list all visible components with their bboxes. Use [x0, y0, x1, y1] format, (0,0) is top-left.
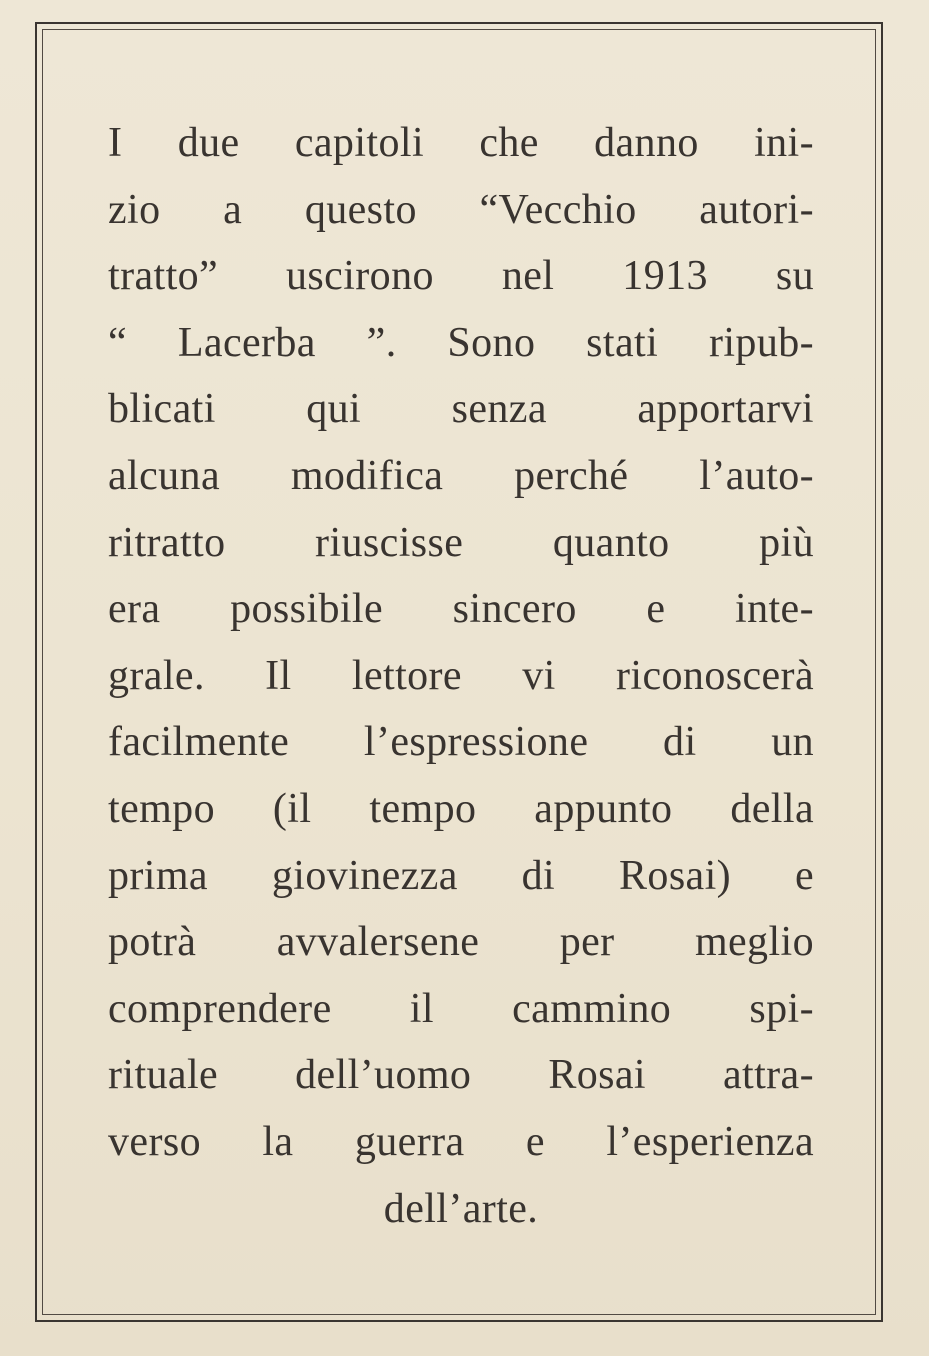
text-line: potrà avvalersene per meglio [108, 919, 814, 966]
text-line: blicati qui senza apportarvi [108, 386, 814, 433]
text-line: grale. Il lettore vi riconoscerà [108, 652, 814, 699]
text-line: verso la guerra e l’esperienza [108, 1118, 814, 1165]
text-line: comprendere il cammino spi- [108, 985, 814, 1032]
text-line: facilmente l’espressione di un [108, 719, 814, 766]
text-line: prima giovinezza di Rosai) e [108, 852, 814, 899]
text-line: “ Lacerba ”. Sono stati ripub- [108, 319, 814, 366]
note-paragraph [108, 110, 814, 1242]
text-line: I due capitoli che danno ini- [108, 120, 814, 166]
text-line: era possibile sincero e inte- [108, 586, 814, 633]
text-line-final: dell’arte. [383, 1185, 539, 1232]
text-line: rituale dell’uomo Rosai attra- [108, 1052, 814, 1099]
text-line: tempo (il tempo appunto della [108, 785, 814, 832]
text-line: ritratto riuscisse quanto più [108, 519, 814, 566]
text-line: zio a questo “Vecchio autori- [108, 186, 814, 233]
text-line: alcuna modifica perché l’auto- [108, 452, 814, 499]
text-line: tratto” uscirono nel 1913 su [108, 253, 814, 300]
